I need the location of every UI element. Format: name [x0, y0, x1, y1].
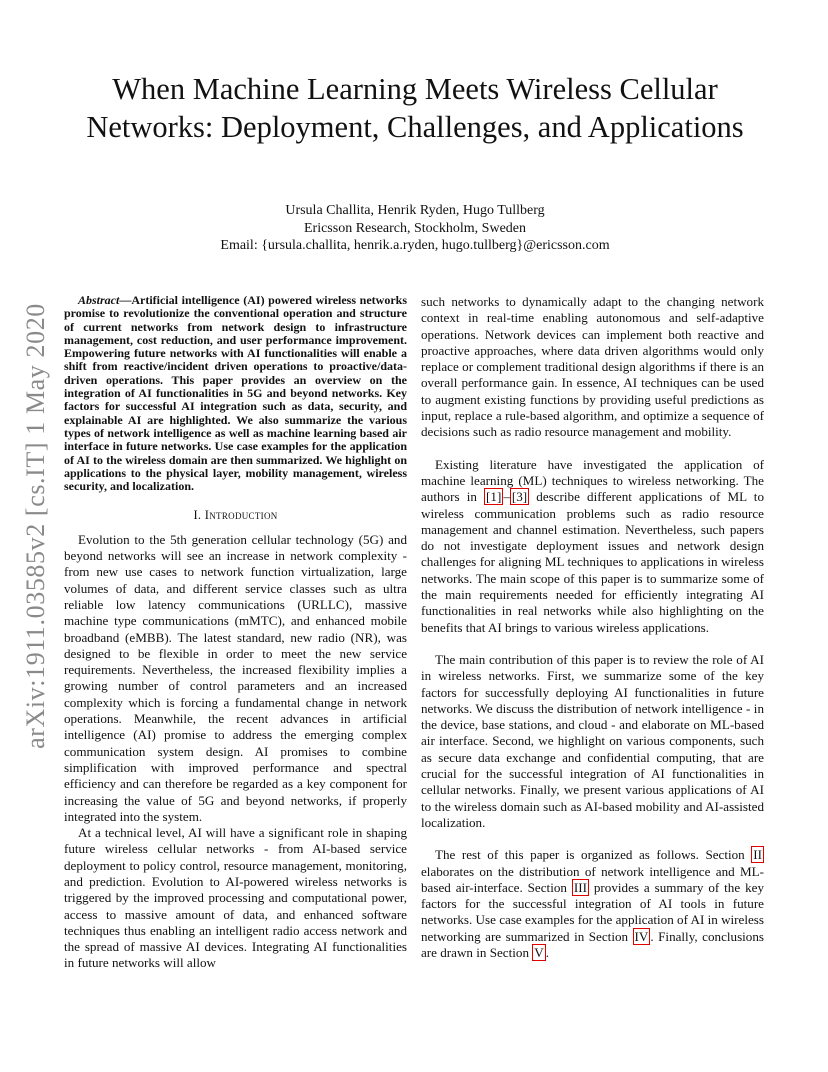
section-link-5[interactable]: V: [534, 944, 544, 960]
section-title: Introduction: [204, 508, 278, 523]
citation-link-1[interactable]: [1]: [486, 489, 502, 505]
paragraph-6: [421, 847, 764, 961]
section-number: I.: [193, 508, 202, 523]
paragraph-6-text-a: The rest of this paper is organized as follows. Section: [435, 847, 752, 863]
citation-dash: –: [503, 489, 510, 505]
paper-title: When Machine Learning Meets Wireless Cellular Networks: Deployment, Challenges, and Applications: [86, 72, 744, 144]
author-email: Email: {ursula.challita, henrik.a.ryden, hugo.tullberg}@ericsson.com: [220, 238, 610, 253]
paragraph-3: such networks to dynamically adapt to the changing network context in real-time enabling autonomous and self-adaptive operations. Network devices can implement both reactive and proactive approaches, where data driven algorithms would only replace or complement traditional design algorithms if there is an overall performance gain. In essence, AI techniques can be used to augment existing functions by providing useful predictions as input, replace a rule-based algorithm, and optimize a sequence of decisions such as radio resource management and mobility.: [421, 294, 764, 440]
arxiv-id-text: arXiv:1911.03585v2 [cs.IT] 1 May 2020: [21, 303, 50, 749]
citation-link-3[interactable]: [3]: [511, 489, 528, 505]
paragraph-4: [421, 457, 764, 636]
abstract-text: —Artificial intelligence (AI) powered wireless networks promise to revolutionize the conventional operation and structure of current networks from network design to infrastructure management, cost reduction, and user performance improvement. Empowering future networks with AI functionalities will enable a shift from reactive/incident driven operations to proactive/data-driven operations. This paper provides an overview on the integration of AI functionalities in 5G and beyond networks. Key factors for successful AI integration such as data, security, and explainable AI are highlighted. We also summarize the various types of network intelligence as well as machine learning based air interface in future networks. Use case examples for the application of AI to the wireless domain are then summarized. We highlight on applications to the physical layer, mobility management, wireless security, and localization.: [64, 293, 407, 494]
section-link-4[interactable]: IV: [634, 928, 649, 944]
left-column: [64, 294, 407, 972]
arxiv-identifier: [14, 296, 58, 756]
paragraph-4-text-a: Existing literature have investigated the application of machine learning (ML) techniques to wireless networking. The authors in: [421, 456, 764, 505]
paragraph-2: At a technical level, AI will have a significant role in shaping future wireless cellular networks - from AI-based service deployment to policy control, resource management, monitoring, and prediction. Evolution to AI-powered wireless networks is triggered by the improved processing and computational power, access to massive amount of data, and enhanced software techniques thus enabling an intelligent radio access network and the spread of massive AI devices. Integrating AI functionalities in future networks will allow: [64, 825, 407, 971]
paragraph-4-text-b: describe different applications of ML to wireless communication problems such as radio resource management and channel estimation. Nevertheless, such papers do not investigate deployment issues and network design challenges for aligning ML techniques to applications in wireless networks. The main scope of this paper is to summarize some of the main requirements needed for efficiently integrating AI functionalities in real networks while also highlighting on the benefits that AI brings to various wireless applications.: [421, 489, 764, 635]
paragraph-6-text-c: provides a summary of the key factors for the successful integration of AI tools in future networks. Use case examples for the application of AI in wireless networking are summarized in Section: [421, 879, 764, 944]
abstract-lead: Abstract: [78, 293, 120, 307]
paragraph-6-text-b: elaborates on the distribution of network intelligence and ML-based air-interface. Section: [421, 863, 764, 895]
section-heading-introduction: [64, 507, 407, 523]
section-link-2[interactable]: II: [753, 847, 762, 863]
paragraph-5: The main contribution of this paper is to review the role of AI in wireless networks. First, we summarize some of the key factors for successfully deploying AI functionalities in future networks. We discuss the distribution of network intelligence - in the device, base stations, and cloud - and elaborate on ML-based air interface. Second, we highlight on various components, such as secure data exchange and confidential computing, that are crucial for the successful integration of AI functionalities in cellular networks. Finally, we present various applications of AI to the wireless domain such as AI-based mobility and AI-assisted localization.: [421, 651, 764, 830]
author-block: [100, 202, 730, 255]
abstract: [64, 294, 407, 493]
author-names: Ursula Challita, Henrik Ryden, Hugo Tullberg: [285, 203, 545, 218]
author-affiliation: Ericsson Research, Stockholm, Sweden: [303, 220, 526, 236]
paragraph-6-text-e: .: [545, 944, 550, 960]
paragraph-1: Evolution to the 5th generation cellular technology (5G) and beyond networks will see an increase in network complexity - from new use cases to network function virtualization, large volumes of data, and different service classes such as ultra reliable low latency communications (URLLC), massive machine type communications (mMTC), and enhanced mobile broadband (eMBB). The latest standard, new radio (NR), was designed to be flexible in order to meet the new service requirements. Nevertheless, the increased flexibility implies a growing number of control parameters and an increased complexity which is forcing a fundamental change in network operations. Meanwhile, the recent advances in artificial intelligence (AI) promise to address the emerging complex communication system design. AI promises to combine simplification with improved performance and spectral efficiency and can therefore be regarded as a key component for increasing the value of 5G and beyond networks, if properly integrated into the system.: [64, 531, 407, 824]
paragraph-6-text-d: . Finally, conclusions are drawn in Section: [421, 928, 764, 960]
section-link-3[interactable]: III: [573, 879, 587, 895]
right-column: [421, 294, 764, 961]
